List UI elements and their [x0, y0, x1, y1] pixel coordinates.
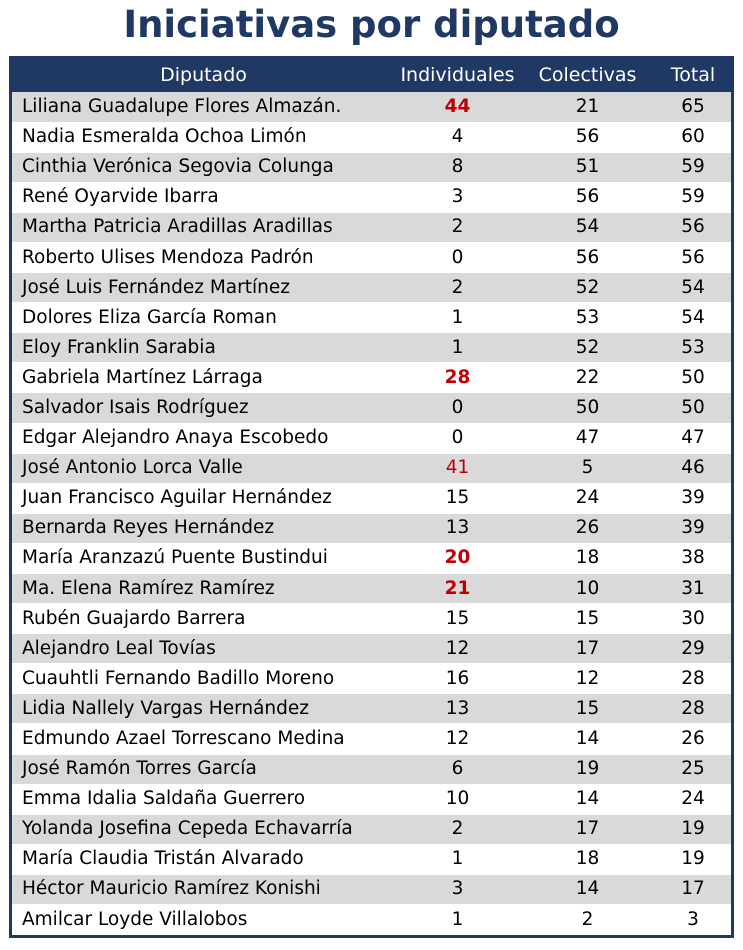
cell-colectivas: 54 [520, 212, 655, 242]
cell-total: 50 [655, 393, 731, 423]
cell-diputado: María Aranzazú Puente Bustindui [12, 543, 395, 573]
cell-individuales: 4 [395, 122, 520, 152]
cell-total: 46 [655, 453, 731, 483]
table-row [12, 905, 731, 935]
cell-colectivas: 15 [520, 604, 655, 634]
cell-diputado: Bernarda Reyes Hernández [12, 513, 395, 543]
cell-individuales: 2 [395, 814, 520, 844]
cell-colectivas: 50 [520, 393, 655, 423]
column-header-diputado: Diputado [160, 64, 247, 86]
cell-total: 65 [655, 92, 731, 122]
cell-individuales: 8 [395, 152, 520, 182]
table-row [12, 182, 731, 212]
table-row [12, 724, 731, 754]
cell-total: 54 [655, 273, 731, 303]
cell-individuales: 0 [395, 242, 520, 272]
cell-colectivas: 56 [520, 182, 655, 212]
cell-total: 3 [655, 905, 731, 935]
cell-individuales: 2 [395, 212, 520, 242]
column-header-total: Total [670, 64, 716, 86]
column-header-colectivas: Colectivas [538, 64, 637, 86]
cell-colectivas: 19 [520, 754, 655, 784]
cell-total: 47 [655, 423, 731, 453]
cell-individuales: 2 [395, 273, 520, 303]
table-row [12, 694, 731, 724]
cell-total: 31 [655, 574, 731, 604]
table-row [12, 273, 731, 303]
cell-colectivas: 56 [520, 242, 655, 272]
column-header-individuales: Individuales [400, 64, 515, 86]
cell-individuales: 0 [395, 393, 520, 423]
table-row [12, 513, 731, 543]
cell-diputado: Juan Francisco Aguilar Hernández [12, 483, 395, 513]
cell-total: 28 [655, 664, 731, 694]
cell-total: 24 [655, 784, 731, 814]
table-body [12, 92, 731, 935]
cell-individuales: 20 [395, 543, 520, 573]
cell-diputado: Amilcar Loyde Villalobos [12, 905, 395, 935]
cell-total: 30 [655, 604, 731, 634]
cell-colectivas: 22 [520, 363, 655, 393]
table-row [12, 604, 731, 634]
cell-total: 56 [655, 242, 731, 272]
table-row [12, 212, 731, 242]
cell-diputado: Rubén Guajardo Barrera [12, 604, 395, 634]
cell-total: 53 [655, 333, 731, 363]
cell-diputado: Edgar Alejandro Anaya Escobedo [12, 423, 395, 453]
cell-total: 50 [655, 363, 731, 393]
cell-individuales: 0 [395, 423, 520, 453]
cell-total: 54 [655, 303, 731, 333]
cell-colectivas: 53 [520, 303, 655, 333]
cell-total: 29 [655, 634, 731, 664]
cell-individuales: 44 [395, 92, 520, 122]
cell-individuales: 10 [395, 784, 520, 814]
table-row [12, 844, 731, 874]
table-row [12, 453, 731, 483]
cell-diputado: Yolanda Josefina Cepeda Echavarría [12, 814, 395, 844]
cell-individuales: 12 [395, 724, 520, 754]
table-row [12, 423, 731, 453]
cell-individuales: 13 [395, 694, 520, 724]
cell-individuales: 13 [395, 513, 520, 543]
table-row [12, 393, 731, 423]
cell-diputado: Lidia Nallely Vargas Hernández [12, 694, 395, 724]
table-row [12, 784, 731, 814]
cell-colectivas: 26 [520, 513, 655, 543]
cell-colectivas: 18 [520, 844, 655, 874]
cell-diputado: Cuauhtli Fernando Badillo Moreno [12, 664, 395, 694]
cell-diputado: Eloy Franklin Sarabia [12, 333, 395, 363]
cell-colectivas: 14 [520, 874, 655, 904]
cell-colectivas: 47 [520, 423, 655, 453]
cell-diputado: Alejandro Leal Tovías [12, 634, 395, 664]
cell-diputado: Roberto Ulises Mendoza Padrón [12, 242, 395, 272]
table-row [12, 634, 731, 664]
cell-total: 26 [655, 724, 731, 754]
table-row [12, 152, 731, 182]
cell-colectivas: 24 [520, 483, 655, 513]
cell-individuales: 1 [395, 905, 520, 935]
cell-total: 59 [655, 182, 731, 212]
cell-colectivas: 18 [520, 543, 655, 573]
table-row [12, 363, 731, 393]
cell-individuales: 1 [395, 333, 520, 363]
cell-total: 19 [655, 844, 731, 874]
cell-individuales: 28 [395, 363, 520, 393]
cell-diputado: Ma. Elena Ramírez Ramírez [12, 574, 395, 604]
table-row [12, 122, 731, 152]
table-row [12, 543, 731, 573]
cell-total: 38 [655, 543, 731, 573]
initiatives-table [12, 59, 731, 935]
cell-colectivas: 17 [520, 814, 655, 844]
table-row [12, 874, 731, 904]
cell-individuales: 3 [395, 874, 520, 904]
cell-individuales: 15 [395, 604, 520, 634]
cell-diputado: Gabriela Martínez Lárraga [12, 363, 395, 393]
table-row [12, 754, 731, 784]
table-row [12, 333, 731, 363]
table-header [12, 59, 731, 92]
cell-total: 39 [655, 513, 731, 543]
cell-colectivas: 12 [520, 664, 655, 694]
table-row [12, 664, 731, 694]
cell-individuales: 3 [395, 182, 520, 212]
table-row [12, 303, 731, 333]
cell-diputado: René Oyarvide Ibarra [12, 182, 395, 212]
table-row [12, 574, 731, 604]
initiatives-table-frame [9, 56, 734, 938]
cell-colectivas: 56 [520, 122, 655, 152]
cell-total: 60 [655, 122, 731, 152]
cell-colectivas: 17 [520, 634, 655, 664]
cell-diputado: José Luis Fernández Martínez [12, 273, 395, 303]
cell-colectivas: 21 [520, 92, 655, 122]
cell-colectivas: 5 [520, 453, 655, 483]
cell-individuales: 15 [395, 483, 520, 513]
cell-diputado: Salvador Isais Rodríguez [12, 393, 395, 423]
cell-diputado: Emma Idalia Saldaña Guerrero [12, 784, 395, 814]
table-row [12, 814, 731, 844]
header-row [12, 59, 731, 92]
cell-diputado: Liliana Guadalupe Flores Almazán. [12, 92, 395, 122]
cell-colectivas: 10 [520, 574, 655, 604]
cell-individuales: 41 [395, 453, 520, 483]
page-title: Iniciativas por diputado [123, 3, 620, 46]
cell-diputado: Dolores Eliza García Roman [12, 303, 395, 333]
table-row [12, 483, 731, 513]
cell-colectivas: 15 [520, 694, 655, 724]
cell-colectivas: 51 [520, 152, 655, 182]
cell-individuales: 1 [395, 844, 520, 874]
cell-colectivas: 14 [520, 784, 655, 814]
cell-total: 17 [655, 874, 731, 904]
cell-individuales: 6 [395, 754, 520, 784]
cell-total: 19 [655, 814, 731, 844]
cell-individuales: 12 [395, 634, 520, 664]
cell-diputado: María Claudia Tristán Alvarado [12, 844, 395, 874]
cell-diputado: Héctor Mauricio Ramírez Konishi [12, 874, 395, 904]
cell-colectivas: 2 [520, 905, 655, 935]
cell-total: 39 [655, 483, 731, 513]
cell-diputado: José Antonio Lorca Valle [12, 453, 395, 483]
cell-diputado: Edmundo Azael Torrescano Medina [12, 724, 395, 754]
table-row [12, 92, 731, 122]
cell-diputado: Nadia Esmeralda Ochoa Limón [12, 122, 395, 152]
cell-colectivas: 52 [520, 333, 655, 363]
cell-colectivas: 52 [520, 273, 655, 303]
cell-individuales: 16 [395, 664, 520, 694]
cell-individuales: 1 [395, 303, 520, 333]
cell-total: 28 [655, 694, 731, 724]
cell-individuales: 21 [395, 574, 520, 604]
cell-total: 56 [655, 212, 731, 242]
cell-diputado: Cinthia Verónica Segovia Colunga [12, 152, 395, 182]
cell-diputado: Martha Patricia Aradillas Aradillas [12, 212, 395, 242]
cell-diputado: José Ramón Torres García [12, 754, 395, 784]
cell-colectivas: 14 [520, 724, 655, 754]
cell-total: 25 [655, 754, 731, 784]
table-row [12, 242, 731, 272]
cell-total: 59 [655, 152, 731, 182]
